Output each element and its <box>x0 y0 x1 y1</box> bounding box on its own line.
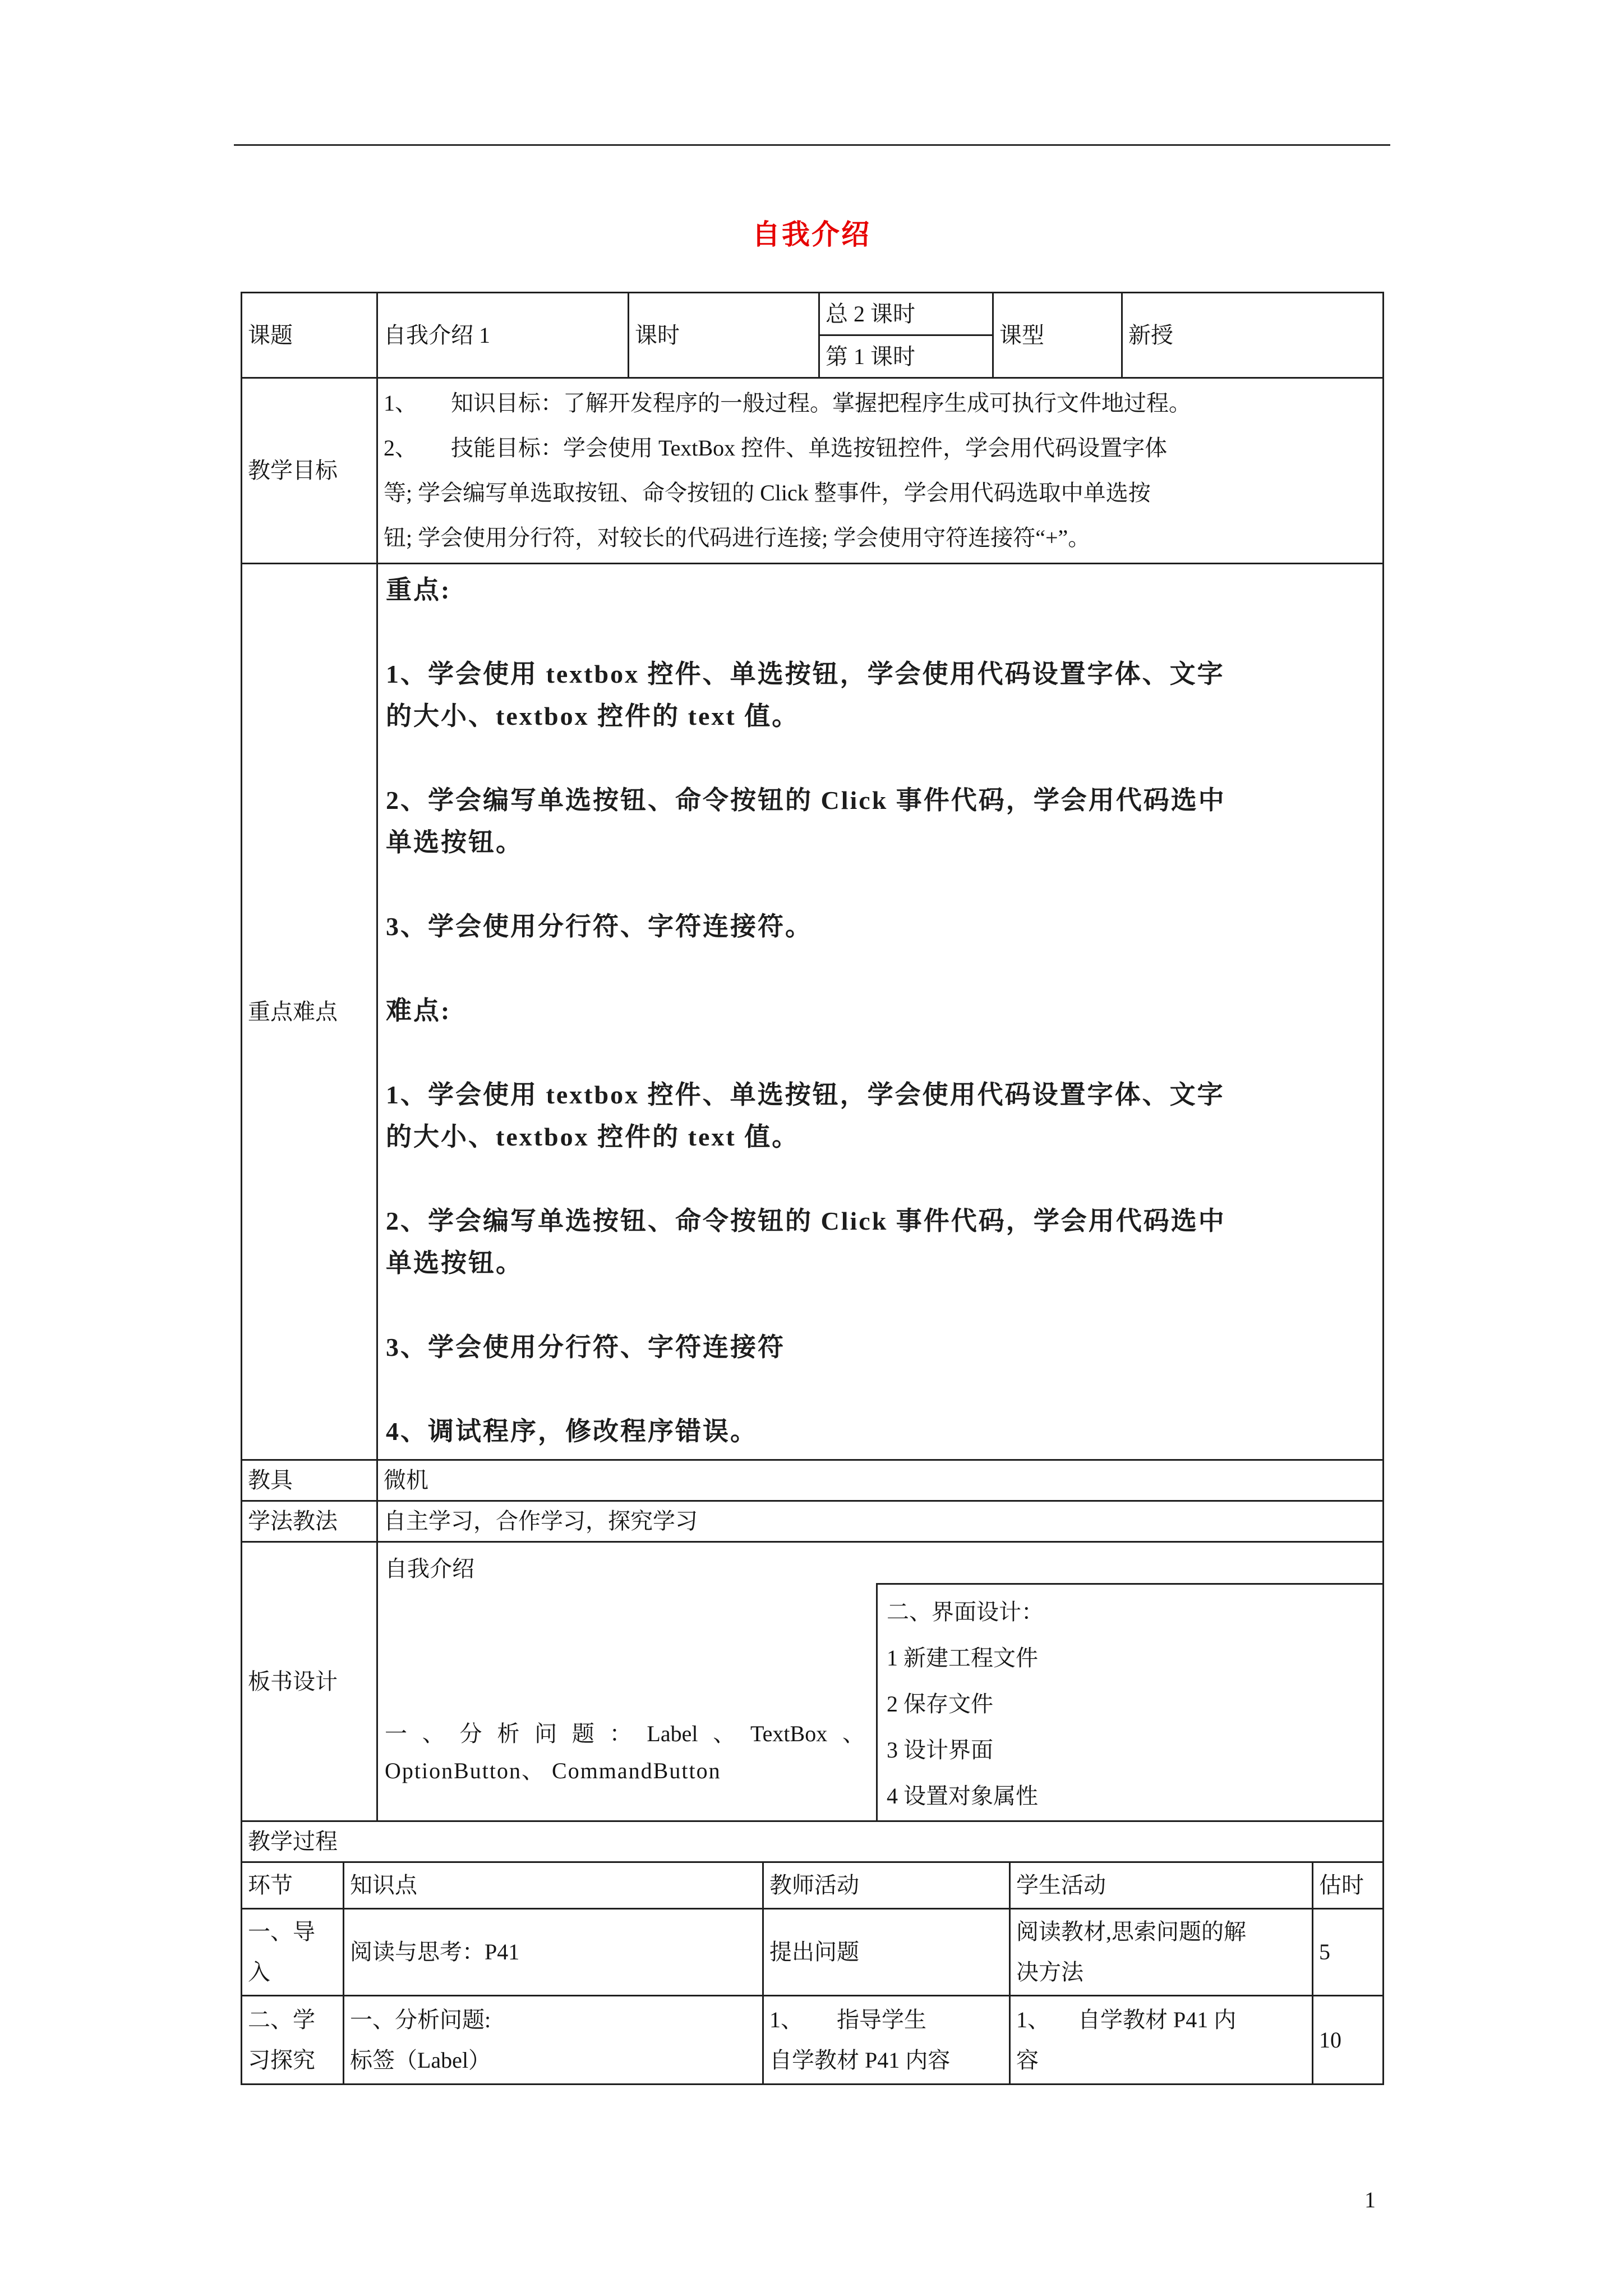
header-rule <box>234 144 1390 146</box>
period-total-value: 总 2 课时 <box>819 293 993 335</box>
time-cell: 5 <box>1313 1909 1384 1996</box>
knowledge-cell: 一、分析问题: 标签（Label） <box>344 1996 763 2085</box>
knowledge-cell: 阅读与思考：P41 <box>344 1909 763 1996</box>
process-section <box>241 1820 1384 1863</box>
stage-cell: 一、导 入 <box>242 1909 344 1996</box>
blackboard-analysis <box>385 1715 865 1789</box>
tools-section <box>241 1459 1384 1502</box>
blackboard-interface-items: 1 新建工程文件 2 保存文件 3 设计界面 4 设置对象属性 <box>887 1645 1038 1809</box>
period-current-value: 第 1 课时 <box>819 335 993 378</box>
blackboard-analysis-line2: OptionButton、 CommandButton <box>385 1758 721 1783</box>
lesson-plan-table <box>241 292 1382 2085</box>
course-title-label: 课题 <box>242 293 377 378</box>
student-cell: 1、 自学教材 P41 内 容 <box>1010 1996 1313 2085</box>
key-points-section <box>241 563 1384 1461</box>
table-row <box>242 1996 1384 2085</box>
student-cell: 阅读教材,思索问题的解 决方法 <box>1010 1909 1313 1996</box>
teacher-cell: 1、 指导学生 自学教材 P41 内容 <box>763 1996 1010 2085</box>
blackboard-content <box>377 1542 1384 1821</box>
key-points-text: 重点: 1、学会使用 textbox 控件、单选按钮，学会使用代码设置字体、文字 的大小、textbox 控件的 text 值。 2、学会编写单选按钮、命令按钮的 Click 事件代码，学会用代码选中 单选按钮。 3、学会使用分行符、字符连接符。 难点: 1、学会使用 textbox 控件、单选按钮，学会使用代码设置字体、文字 的大小、textbox 控件的 text 值。 2、学会编写单选按钮、命令按钮的 Click 事件代码，学会用代码选中 单选按钮。 3、学会使用分行符、字符连接符 4、调试程序，修改程序错误。 <box>377 564 1384 1460</box>
activity-section <box>241 1861 1384 2085</box>
tools-value: 微机 <box>377 1460 1384 1501</box>
teacher-cell: 提出问题 <box>763 1909 1010 1996</box>
objectives-section <box>241 377 1384 564</box>
column-header-teacher: 教师活动 <box>763 1862 1010 1909</box>
blackboard-label: 板书设计 <box>242 1542 377 1821</box>
stage-cell: 二、学 习探究 <box>242 1996 344 2085</box>
page-number: 1 <box>1364 2187 1376 2212</box>
lesson-type-label: 课型 <box>993 293 1122 378</box>
tools-label: 教具 <box>242 1460 377 1501</box>
column-header-time: 估时 <box>1313 1862 1384 1909</box>
page-title: 自我介绍 <box>752 219 871 250</box>
time-cell: 10 <box>1313 1996 1384 2085</box>
methods-label: 学法教法 <box>242 1501 377 1542</box>
methods-section <box>241 1500 1384 1543</box>
blackboard-interface-title: 二、界面设计： <box>887 1599 1044 1625</box>
blackboard-section <box>241 1541 1384 1822</box>
key-points-label: 重点难点 <box>242 564 377 1460</box>
lesson-type-value: 新授 <box>1122 293 1384 378</box>
objectives-label: 教学目标 <box>242 378 377 564</box>
column-header-stage: 环节 <box>242 1862 344 1909</box>
blackboard-analysis-line1: 一、分析问题：Label、TextBox、 <box>385 1721 865 1746</box>
methods-value: 自主学习，合作学习，探究学习 <box>377 1501 1384 1542</box>
period-label: 课时 <box>629 293 819 378</box>
column-header-student: 学生活动 <box>1010 1862 1313 1909</box>
course-header-section <box>241 292 1384 379</box>
blackboard-title: 自我介绍 <box>385 1556 474 1581</box>
column-header-knowledge: 知识点 <box>344 1862 763 1909</box>
process-label: 教学过程 <box>242 1821 1384 1862</box>
course-title-value: 自我介绍 1 <box>377 293 629 378</box>
objectives-text: 1、 知识目标：了解开发程序的一般过程。掌握把程序生成可执行文件地过程。 2、 技能目标：学会使用 TextBox 控件、单选按钮控件，学会用代码设置字体 等; 学会编写单选取按钮、命令按钮的 Click 整事件，学会用代码选取中单选按 钮; 学会使用分行符，对较长的代码进行连接; 学会使用守符连接符“+”。 <box>377 378 1384 564</box>
blackboard-interface-box <box>876 1583 1382 1820</box>
table-row <box>242 1909 1384 1996</box>
